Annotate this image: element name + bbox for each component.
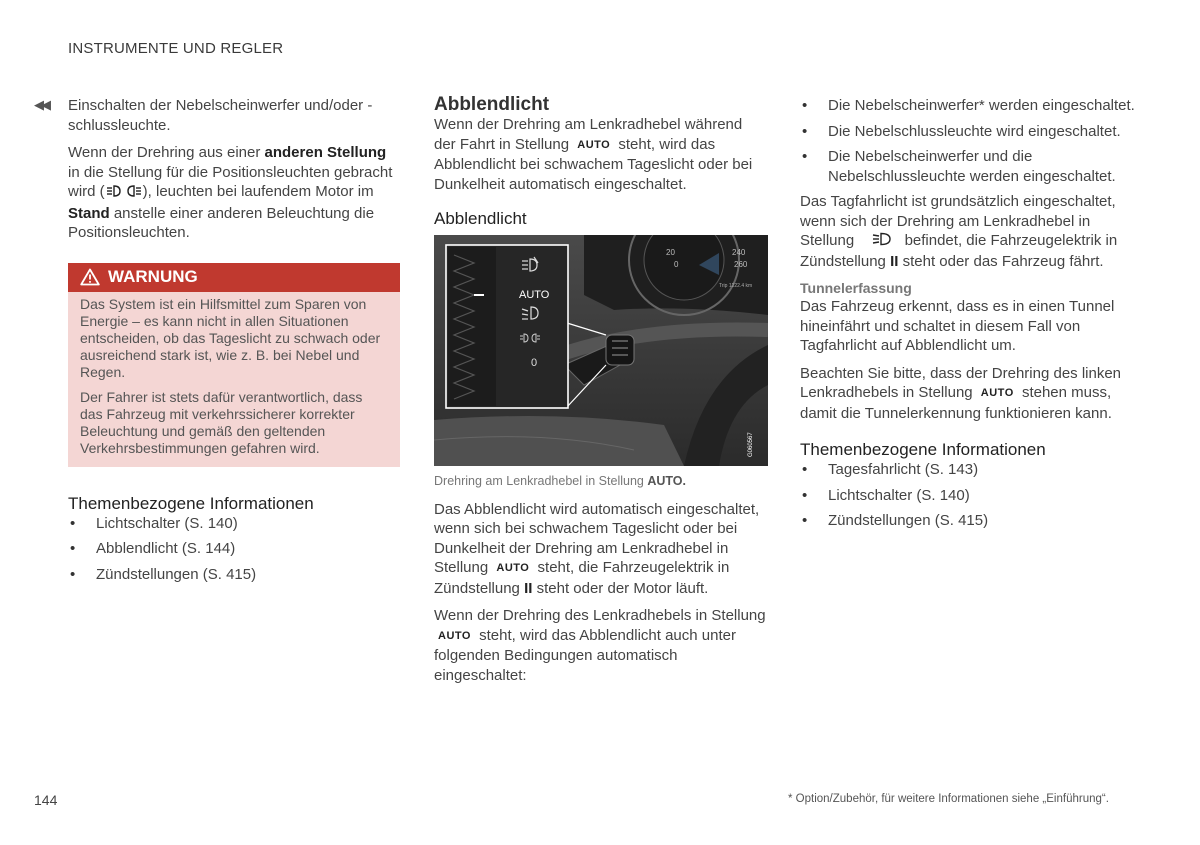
text-run: Wenn der Drehring am Lenkradhebel während der Fahrt in Stellung <box>434 116 743 153</box>
column-left <box>68 96 400 590</box>
auto-symbol: AUTO <box>496 562 530 574</box>
text-run: steht, die Fahrzeugelektrik in Zündstellung <box>434 559 730 597</box>
warning-title: WARNUNG <box>108 267 198 287</box>
text-run: steht, wird das Abblendlicht auch unter folgenden Bedingungen automatisch eingeschaltet: <box>434 626 736 684</box>
related-link[interactable]: • Zündstellungen (S. 415) <box>800 511 1136 531</box>
text-run: in die Stellung für die Positionsleuchten gebracht wird ( <box>68 163 393 200</box>
position-lights-paragraph <box>68 143 400 243</box>
auto-position-label: AUTO <box>519 289 550 301</box>
body-paragraph <box>800 364 1136 424</box>
text-run: befindet, die Fahrzeugelektrik in Zündstellung <box>800 232 1118 270</box>
text-run: Beachten Sie bitte, dass der Drehring des linken Lenkradhebels in Stellung <box>800 364 1122 401</box>
related-info-heading: Themenbezogene Informationen <box>800 440 1046 459</box>
text-run: Das Abblendlicht wird automatisch eingeschaltet, wenn sich bei schwachem Tageslicht oder bei Dunkelheit der Drehring am Lenkradhebel in Stellung <box>434 500 760 576</box>
emphasis-text: AUTO. <box>647 474 687 488</box>
related-link[interactable]: • Tagesfahrlicht (S. 143) <box>800 460 1136 480</box>
text-run: Drehring am Lenkradhebel in Stellung <box>434 474 644 488</box>
running-header: INSTRUMENTE UND REGLER <box>68 40 284 57</box>
body-paragraph <box>434 500 768 599</box>
section-heading: Abblendlicht <box>434 94 550 115</box>
related-info-list <box>68 514 400 585</box>
text-run: ), leuchten bei laufendem Motor im <box>142 183 374 200</box>
text-run: steht oder der Motor läuft. <box>536 579 709 597</box>
text-run: Wenn der Drehring des Lenkradhebels in Stellung <box>434 607 766 624</box>
text-run: Das Tagfahrlicht ist grundsätzlich eingeschaltet, wenn sich der Drehring am Lenkradhebel in Stellung <box>800 193 1116 249</box>
gauge-label: 260 <box>734 260 748 269</box>
emphasis-text: II <box>524 579 533 597</box>
body-paragraph: Das Fahrzeug erkennt, dass es in einen Tunnel hineinfährt und schaltet in diesem Fall von Tagfahrlicht auf Abblendlicht um. <box>800 298 1115 354</box>
text-run: anstelle einer anderen Beleuchtung die Positionsleuchten. <box>68 204 375 241</box>
emphasis-text: Stand <box>68 204 110 222</box>
emphasis-text: II <box>890 252 899 270</box>
related-link[interactable]: • Lichtschalter (S. 140) <box>68 514 400 534</box>
list-item: • Die Nebelscheinwerfer* werden eingeschaltet. <box>800 96 1136 116</box>
intro-paragraph: Einschalten der Nebelscheinwerfer und/oder -schlussleuchte. <box>68 97 373 134</box>
warning-body <box>68 292 400 467</box>
auto-symbol: AUTO <box>438 629 471 642</box>
related-info-list <box>800 460 1136 531</box>
off-position-label: 0 <box>531 357 538 369</box>
gauge-label: 0 <box>674 260 679 269</box>
figure-caption <box>434 472 768 492</box>
auto-symbol: AUTO <box>577 138 611 151</box>
related-link[interactable]: • Lichtschalter (S. 140) <box>800 486 1136 506</box>
warning-paragraph: Der Fahrer ist stets dafür verantwortlich, dass das Fahrzeug mit verkehrssicherer korrekter Beleuchtung und gemäß den geltenden Verkehrsbestimmungen gefahren wird. <box>80 388 363 456</box>
figure-code: G060567 <box>748 432 754 457</box>
warning-triangle-icon <box>80 268 100 286</box>
figure-heading: Abblendlicht <box>434 209 527 228</box>
text-run: steht oder das Fahrzeug fährt. <box>902 252 1104 270</box>
related-info-heading: Themenbezogene Informationen <box>68 493 314 513</box>
column-middle <box>434 94 768 693</box>
related-link[interactable]: • Zündstellungen (S. 415) <box>68 565 400 585</box>
previous-page-icon: ◀◀ <box>34 97 48 112</box>
daytime-running-light-icon <box>872 232 892 252</box>
list-item: • Die Nebelscheinwerfer und die Nebelschlussleuchte werden eingeschaltet. <box>800 147 1136 186</box>
body-paragraph <box>434 606 768 685</box>
gauge-label: 20 <box>666 248 675 257</box>
warning-header <box>68 263 400 292</box>
text-run: stehen muss, damit die Tunnelerkennung funktionieren kann. <box>800 384 1112 422</box>
conditions-list <box>800 96 1136 186</box>
trip-readout: Trip 1222.4 km <box>719 283 753 289</box>
auto-symbol: AUTO <box>980 387 1014 399</box>
subsection-heading: Tunnelerfassung <box>800 280 912 296</box>
position-lights-icon <box>105 184 143 204</box>
warning-paragraph: Das System ist ein Hilfsmittel zum Sparen von Energie – es kann nicht in allen Situationen entscheiden, ob das Tageslicht zu schwach oder ausreichend stark ist, wie z. B. bei Nebel und Regen. <box>80 295 381 380</box>
text-run: steht, wird das Abblendlicht bei schwachem Tageslicht oder bei Dunkelheit automatisch eingeschaltet. <box>434 135 753 193</box>
column-right <box>800 96 1136 537</box>
footnote: * Option/Zubehör, für weitere Informationen siehe „Einführung“. <box>788 793 1109 805</box>
related-link[interactable]: • Abblendlicht (S. 144) <box>68 539 400 559</box>
auto-paragraph <box>434 115 768 194</box>
body-paragraph <box>800 192 1136 271</box>
steering-lever-illustration <box>434 235 768 466</box>
gauge-label: 240 <box>732 248 746 257</box>
warning-box <box>68 263 400 467</box>
list-item: • Die Nebelschlussleuchte wird eingeschaltet. <box>800 122 1136 142</box>
page-number: 144 <box>34 792 58 808</box>
emphasis-text: anderen Stellung <box>264 144 387 161</box>
text-run: Wenn der Drehring aus einer <box>68 144 261 161</box>
